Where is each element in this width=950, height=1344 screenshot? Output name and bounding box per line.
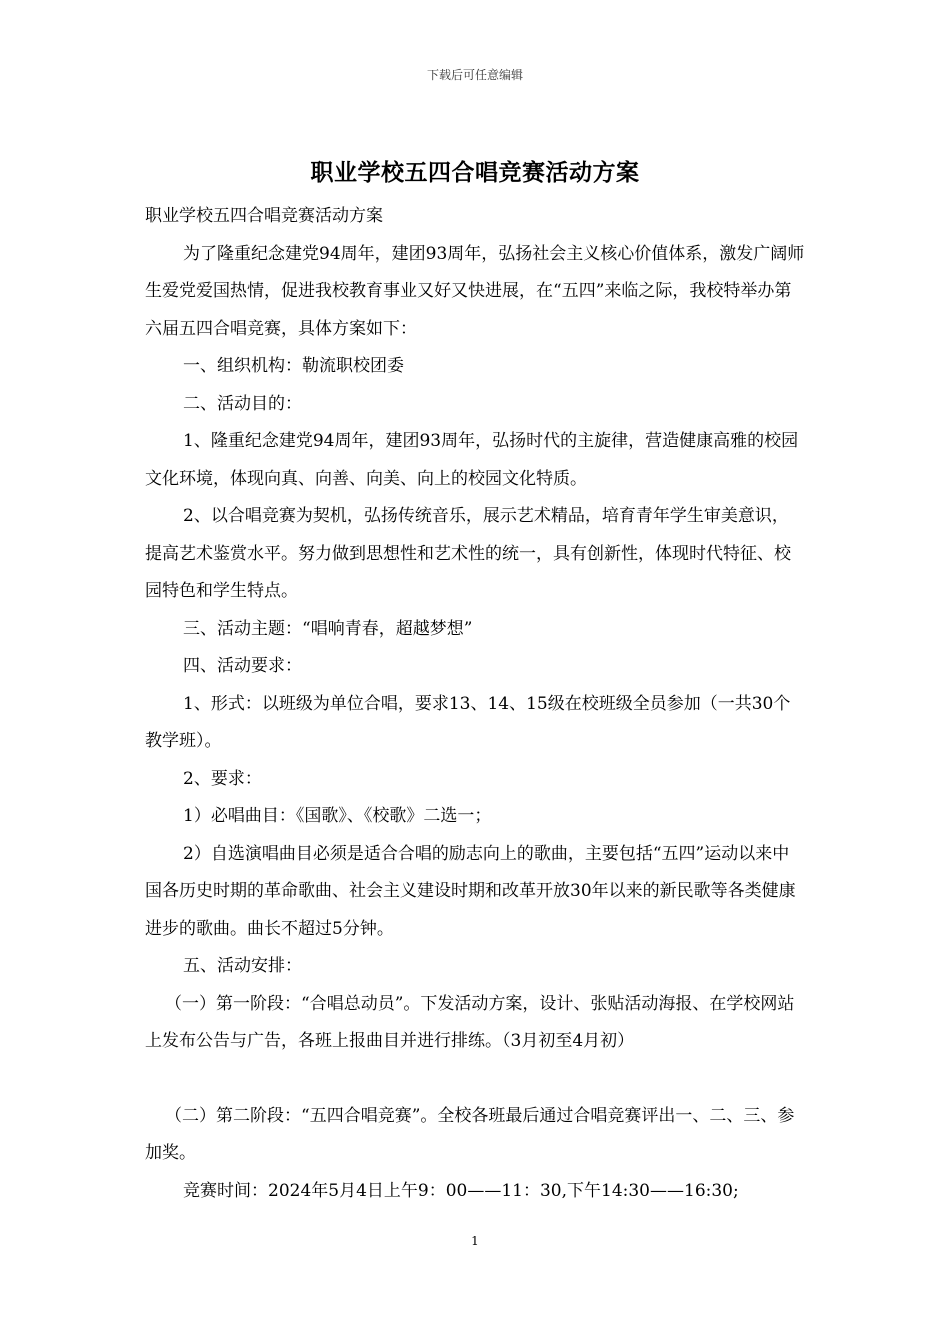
section-organization: 一、组织机构：勒流职校团委 — [183, 356, 404, 376]
schedule-stage-1: （一）第一阶段：“合唱总动员”。下发活动方案，设计、张贴活动海报、在学校网站上发布公告与广告，各班上报曲目并进行排练。（3月初至4月初） — [145, 993, 795, 1051]
requirement-form: 1、形式：以班级为单位合唱，要求13、14、15级在校班级全员参加（一共30个教学班）。 — [145, 693, 791, 751]
document-title: 职业学校五四合唱竞赛活动方案 — [310, 159, 640, 186]
purpose-item-2: 2、以合唱竞赛为契机，弘扬传统音乐，展示艺术精品，培育青年学生审美意识，提高艺术鉴赏水平。努力做到思想性和艺术性的统一，具有创新性，体现时代特征、校园特色和学生特点。 — [145, 506, 791, 601]
competition-time: 竞赛时间：2024年5月4日上午9：00——11：30,下午14:30——16:30; — [183, 1180, 739, 1201]
page-number: 1 — [471, 1234, 479, 1248]
section-schedule-heading: 五、活动安排： — [183, 956, 302, 976]
subtitle-line: 职业学校五四合唱竞赛活动方案 — [145, 206, 383, 226]
paragraph-gap — [145, 1061, 805, 1098]
requirement-heading-2: 2、要求： — [183, 768, 262, 789]
requirement-song-2: 2）自选演唱曲目必须是适合合唱的励志向上的歌曲，主要包括“五四”运动以来中国各历史时期的革命歌曲、社会主义建设时期和改革开放30年以来的新民歌等各类健康进步的歌曲。曲长不超过5分钟。 — [145, 843, 796, 939]
header-note: 下载后可任意编辑 — [426, 68, 523, 82]
schedule-stage-2: （二）第二阶段：“五四合唱竞赛”。全校各班最后通过合唱竞赛评出一、二、三、参加奖。 — [145, 1105, 795, 1163]
document-body — [145, 198, 805, 1210]
section-requirements-heading: 四、活动要求： — [183, 656, 302, 676]
section-theme: 三、活动主题：“唱响青春，超越梦想” — [183, 618, 473, 639]
requirement-song-1: 1）必唱曲目：《国歌》、《校歌》二选一； — [183, 806, 492, 826]
purpose-item-1: 1、隆重纪念建党94周年，建团93周年，弘扬时代的主旋律，营造健康高雅的校园文化环境，体现向真、向善、向美、向上的校园文化特质。 — [145, 431, 799, 489]
intro-paragraph: 为了隆重纪念建党94周年，建团93周年，弘扬社会主义核心价值体系，激发广阔师生爱党爱国热情，促进我校教育事业又好又快进展，在“五四”来临之际，我校特举办第六届五四合唱竞赛，具体方案如下： — [145, 243, 805, 339]
section-purpose-heading: 二、活动目的： — [183, 393, 302, 414]
